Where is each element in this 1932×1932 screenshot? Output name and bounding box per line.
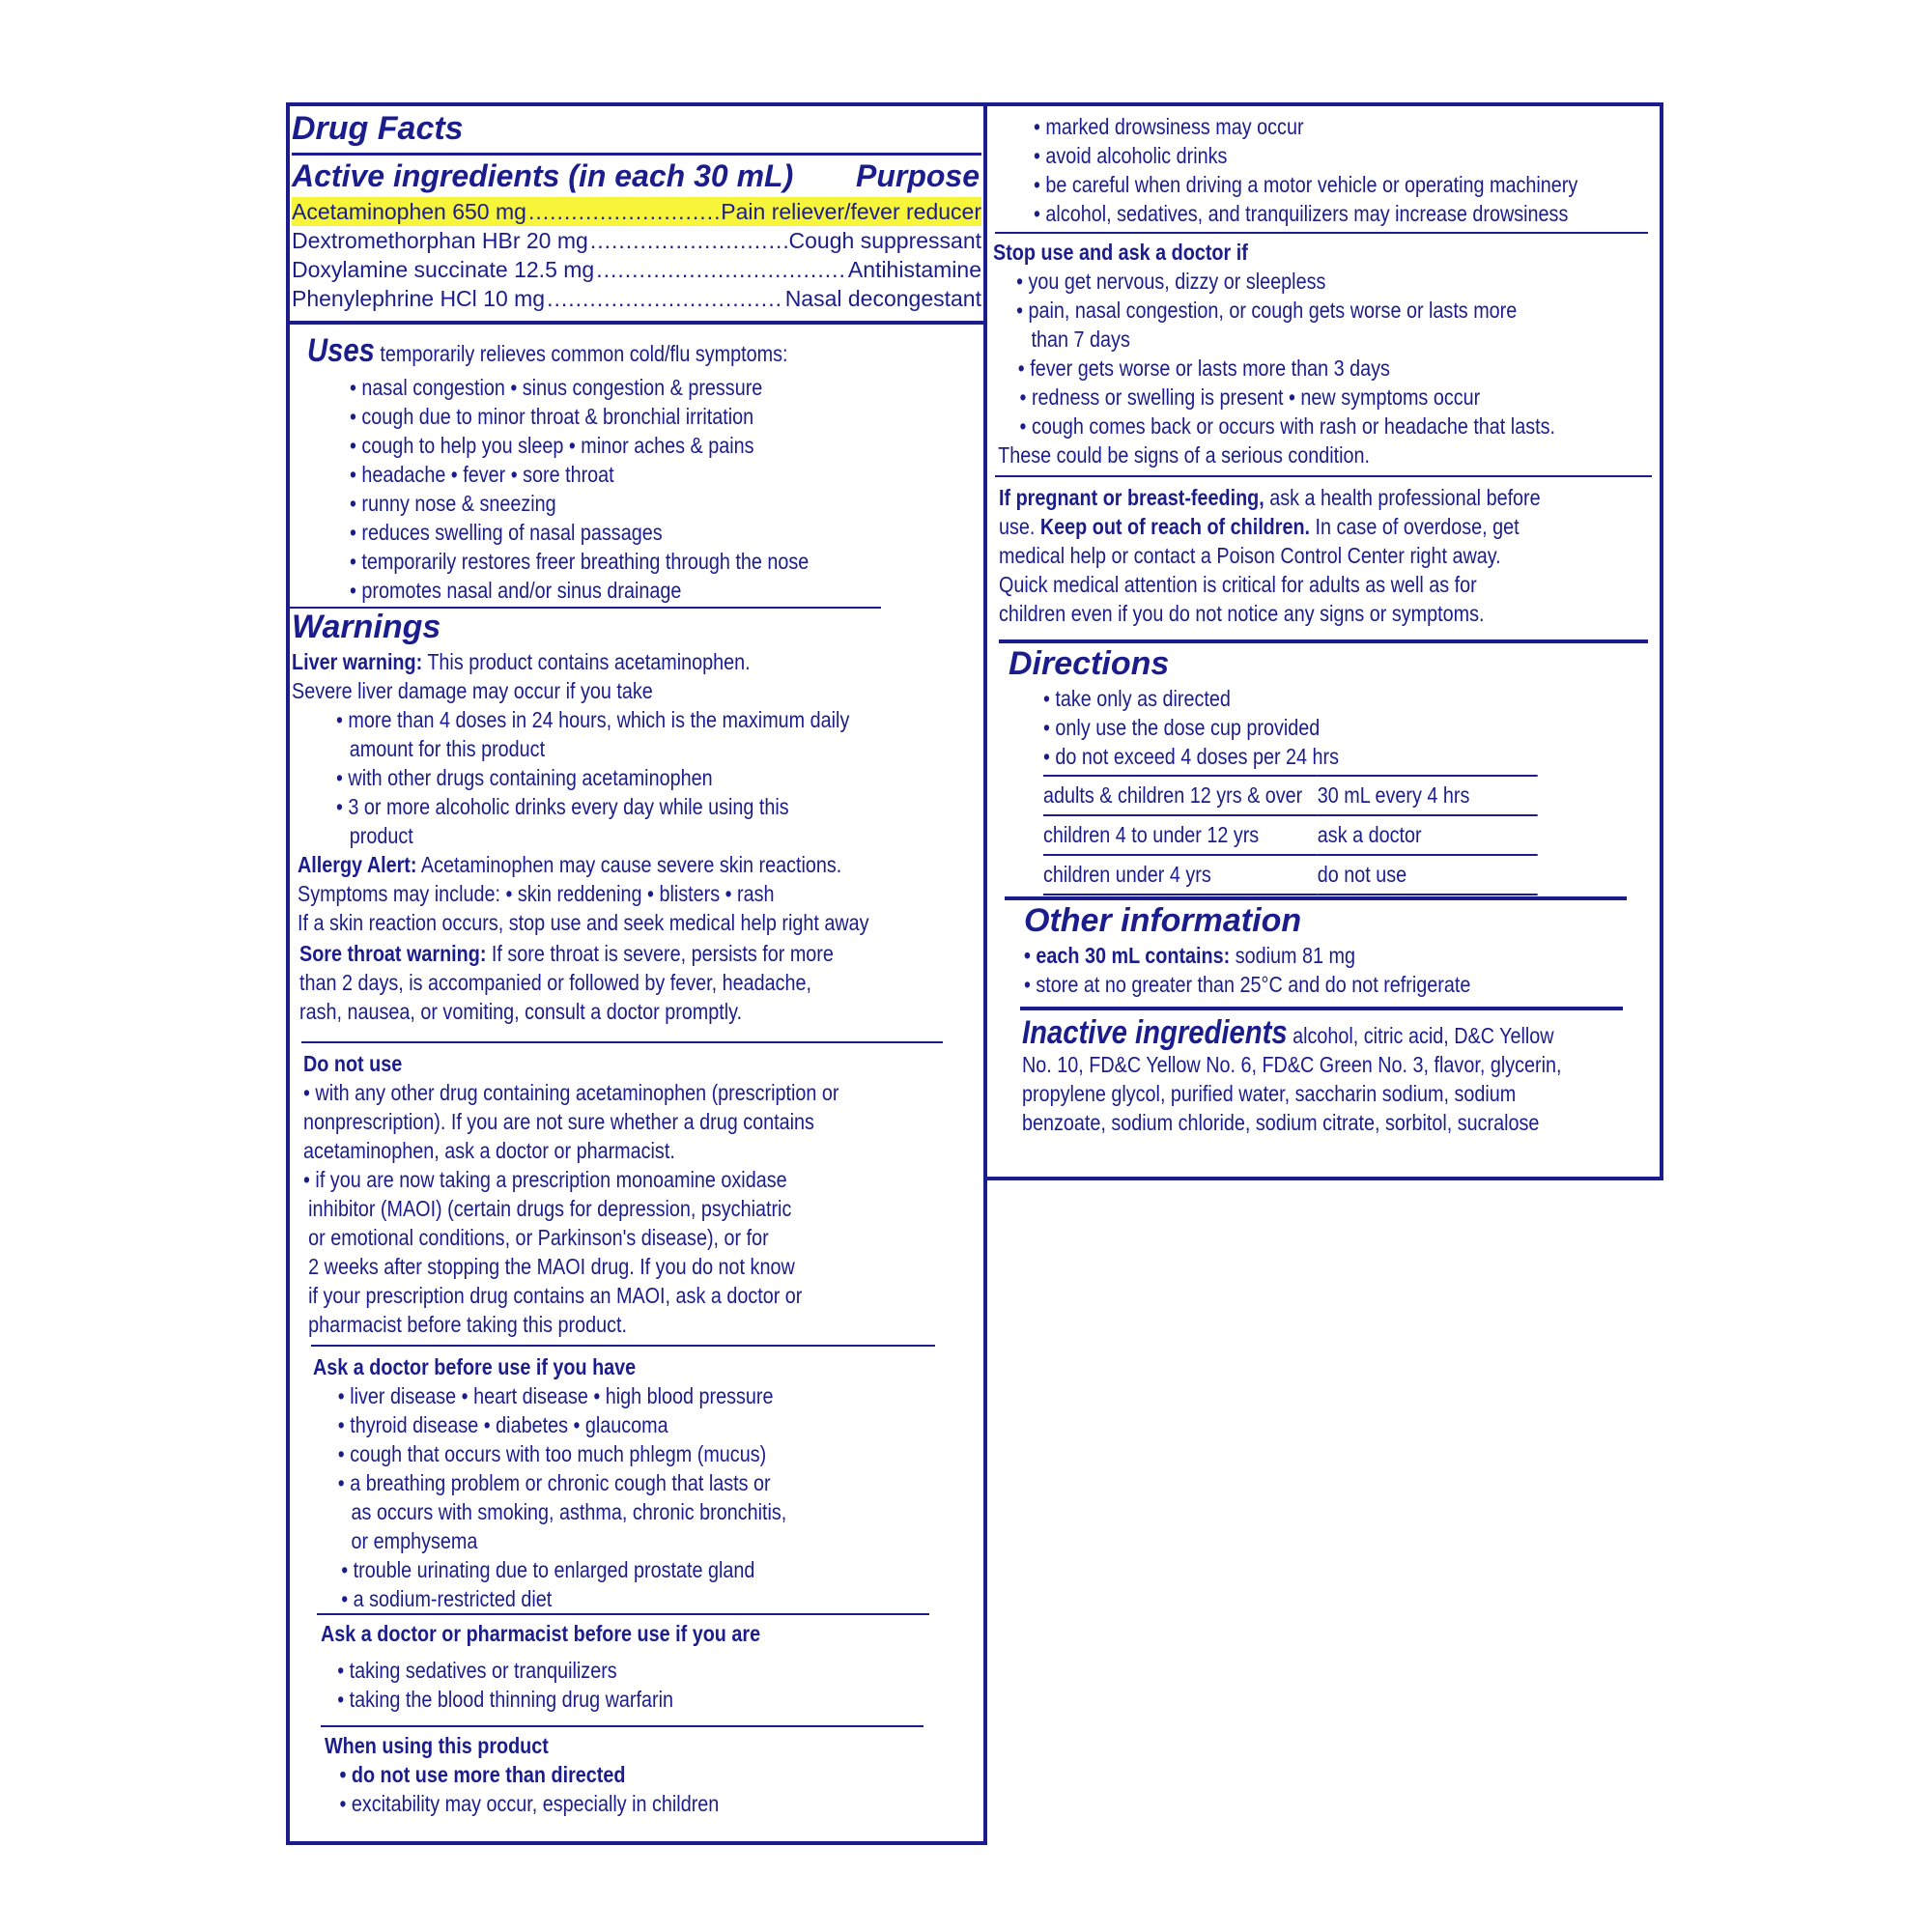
list-item: • excitability may occur, especially in children	[339, 1791, 720, 1816]
drug-facts-right-panel	[987, 102, 1663, 1180]
table-row	[1043, 855, 1538, 895]
sore-throat-text: If sore throat is severe, persists for more	[491, 941, 834, 966]
ingredient-purpose: Cough suppressant	[788, 227, 981, 253]
divider	[317, 1613, 929, 1615]
directions-list	[1043, 684, 1339, 771]
when-using-section	[325, 1731, 719, 1818]
list-item: • avoid alcoholic drinks	[1034, 143, 1228, 168]
liver-warning-line: Severe liver damage may occur if you take	[292, 678, 653, 703]
divider	[301, 1041, 943, 1043]
list-item: as occurs with smoking, asthma, chronic bronchitis,	[351, 1499, 787, 1524]
list-item: • runny nose & sneezing	[350, 491, 556, 516]
overdose-line: Quick medical attention is critical for adults as well as for	[999, 572, 1477, 597]
list-item: amount for this product	[349, 736, 546, 761]
ingredient-purpose: Antihistamine	[847, 256, 981, 282]
list-item: • thyroid disease • diabetes • glaucoma	[337, 1412, 668, 1437]
pregnant-text: use.	[999, 514, 1036, 539]
list-item: • only use the dose cup provided	[1043, 715, 1321, 740]
inactive-ingredients-section	[1022, 1014, 1562, 1137]
list-item: • headache • fever • sore throat	[350, 462, 614, 487]
list-item: • pain, nasal congestion, or cough gets worse or lasts more	[1016, 298, 1518, 323]
allergy-alert-label: Allergy Alert:	[298, 852, 417, 877]
divider	[311, 1345, 935, 1347]
pregnant-label: If pregnant or breast-feeding,	[999, 485, 1264, 510]
list-item: or emphysema	[351, 1528, 478, 1553]
ingredient-name: Acetaminophen 650 mg	[292, 198, 526, 224]
liver-warning-label: Liver warning:	[292, 649, 423, 674]
list-item: • a sodium-restricted diet	[341, 1586, 553, 1611]
table-cell: ask a doctor	[1318, 815, 1538, 855]
allergy-symptoms: Symptoms may include: • skin reddening • blisters • rash	[298, 881, 775, 906]
overdose-text: In case of overdose, get	[1315, 514, 1520, 539]
other-info-heading: Other information	[1024, 902, 1302, 939]
leader-dots	[590, 228, 787, 254]
when-using-continued	[1034, 112, 1577, 228]
ingredient-purpose: Pain reliever/fever reducer	[721, 198, 981, 224]
list-item: • liver disease • heart disease • high blood pressure	[337, 1383, 774, 1408]
list-item: • cough that occurs with too much phlegm (mucus)	[337, 1441, 767, 1466]
list-item: • cough comes back or occurs with rash or headache that lasts.	[1019, 413, 1555, 439]
stop-use-closing: These could be signs of a serious condition.	[998, 442, 1371, 468]
list-item: 2 weeks after stopping the MAOI drug. If you do not know	[308, 1254, 795, 1279]
list-item: • 3 or more alcoholic drinks every day while using this	[336, 794, 789, 819]
table-cell: children under 4 yrs	[1043, 855, 1318, 895]
uses-heading: Uses	[307, 332, 375, 369]
list-item: • promotes nasal and/or sinus drainage	[350, 578, 682, 603]
divider	[292, 153, 981, 156]
do-not-use-heading: Do not use	[303, 1051, 403, 1076]
allergy-action: If a skin reaction occurs, stop use and seek medical help right away	[298, 910, 869, 935]
allergy-alert	[298, 850, 869, 937]
divider	[290, 321, 983, 325]
pregnancy-section	[999, 483, 1541, 628]
list-item: • store at no greater than 25°C and do not refrigerate	[1024, 972, 1471, 997]
ingredient-row-dextromethorphan	[292, 226, 981, 255]
list-item: • marked drowsiness may occur	[1034, 114, 1304, 139]
sodium-label: • each 30 mL contains:	[1024, 943, 1231, 968]
uses-intro: temporarily relieves common cold/flu symptoms:	[380, 341, 788, 366]
table-cell: adults & children 12 yrs & over	[1043, 776, 1318, 815]
leader-dots	[547, 286, 783, 312]
overdose-line: medical help or contact a Poison Control Center right away.	[999, 543, 1501, 568]
list-item: nonprescription). If you are not sure whether a drug contains	[303, 1109, 814, 1134]
stop-use-heading: Stop use and ask a doctor if	[993, 240, 1248, 265]
list-item: • alcohol, sedatives, and tranquilizers may increase drowsiness	[1034, 201, 1569, 226]
list-item: • cough to help you sleep • minor aches & pains	[350, 433, 754, 458]
divider	[1020, 1007, 1623, 1010]
list-item: • cough due to minor throat & bronchial irritation	[350, 404, 754, 429]
list-item: • trouble urinating due to enlarged prostate gland	[341, 1557, 755, 1582]
ingredient-purpose: Nasal decongestant	[784, 285, 981, 311]
ingredient-row-doxylamine	[292, 255, 981, 284]
sore-throat-warning	[299, 939, 834, 1026]
allergy-alert-text: Acetaminophen may cause severe skin reactions.	[420, 852, 842, 877]
ingredient-name: Doxylamine succinate 12.5 mg	[292, 256, 595, 282]
ingredient-row-acetaminophen	[292, 197, 981, 226]
list-item: • nasal congestion • sinus congestion & pressure	[350, 375, 763, 400]
table-row	[1043, 815, 1538, 855]
list-item: • fever gets worse or lasts more than 3 days	[1017, 355, 1390, 381]
list-item: • take only as directed	[1043, 686, 1231, 711]
list-item: or emotional conditions, or Parkinson's disease), or for	[308, 1225, 769, 1250]
ask-doctor-section	[313, 1352, 786, 1613]
divider	[999, 639, 1648, 643]
list-item: if your prescription drug contains an MAOI, ask a doctor or	[308, 1283, 803, 1308]
list-item: • be careful when driving a motor vehicle or operating machinery	[1034, 172, 1578, 197]
sore-throat-line: rash, nausea, or vomiting, consult a doctor promptly.	[299, 999, 743, 1024]
ask-doctor-heading: Ask a doctor before use if you have	[313, 1354, 637, 1379]
table-cell: children 4 to under 12 yrs	[1043, 815, 1318, 855]
list-item: • do not use more than directed	[339, 1762, 626, 1787]
sore-throat-label: Sore throat warning:	[299, 941, 487, 966]
leader-dots	[596, 257, 846, 283]
list-item: • temporarily restores freer breathing through the nose	[350, 549, 810, 574]
drug-facts-left-panel	[286, 102, 987, 1845]
divider	[321, 1725, 923, 1727]
sodium-value: sodium 81 mg	[1235, 943, 1355, 968]
list-item: pharmacist before taking this product.	[308, 1312, 628, 1337]
leader-dots	[528, 199, 719, 225]
list-item: acetaminophen, ask a doctor or pharmacist.	[303, 1138, 675, 1163]
list-item: inhibitor (MAOI) (certain drugs for depression, psychiatric	[308, 1196, 792, 1221]
list-item: • if you are now taking a prescription monoamine oxidase	[303, 1167, 787, 1192]
dosage-table-body	[1043, 775, 1538, 895]
list-item: product	[349, 823, 413, 848]
list-item: • reduces swelling of nasal passages	[350, 520, 663, 545]
ingredient-name: Phenylephrine HCl 10 mg	[292, 285, 546, 311]
list-item: • taking the blood thinning drug warfarin	[337, 1687, 674, 1712]
sore-throat-line: than 2 days, is accompanied or followed by fever, headache,	[299, 970, 812, 995]
ask-pharmacist-heading: Ask a doctor or pharmacist before use if you are	[321, 1621, 761, 1646]
list-item: than 7 days	[1031, 327, 1130, 352]
list-item: • redness or swelling is present • new symptoms occur	[1019, 384, 1481, 410]
list-item: • a breathing problem or chronic cough that lasts or	[337, 1470, 771, 1495]
inactive-line: benzoate, sodium chloride, sodium citrate, sorbitol, sucralose	[1022, 1110, 1540, 1135]
active-ingredients-heading: Active ingredients (in each 30 mL)	[292, 158, 794, 193]
table-cell: 30 mL every 4 hrs	[1318, 776, 1538, 815]
warnings-heading: Warnings	[292, 609, 441, 645]
pregnant-text: ask a health professional before	[1269, 485, 1541, 510]
divider	[1005, 896, 1627, 900]
when-using-heading: When using this product	[325, 1733, 549, 1758]
ask-pharmacist-section	[321, 1619, 760, 1714]
uses-section-heading-line	[307, 332, 788, 369]
divider	[995, 232, 1648, 234]
dosage-table	[1043, 775, 1468, 895]
uses-list	[350, 373, 809, 605]
liver-warning-text: This product contains acetaminophen.	[427, 649, 751, 674]
divider	[995, 475, 1652, 477]
inactive-text: alcohol, citric acid, D&C Yellow	[1293, 1023, 1554, 1048]
list-item: • do not exceed 4 doses per 24 hrs	[1043, 744, 1340, 769]
stop-use-section	[993, 238, 1555, 469]
list-item: • with other drugs containing acetaminophen	[336, 765, 713, 790]
drug-facts-title: Drug Facts	[292, 110, 464, 147]
inactive-heading: Inactive ingredients	[1022, 1014, 1288, 1051]
list-item: • with any other drug containing acetaminophen (prescription or	[303, 1080, 839, 1105]
purpose-heading: Purpose	[855, 158, 980, 193]
list-item: • you get nervous, dizzy or sleepless	[1016, 269, 1326, 294]
table-cell: do not use	[1318, 855, 1538, 895]
directions-heading: Directions	[1009, 645, 1170, 682]
ingredient-row-phenylephrine	[292, 284, 981, 313]
list-item: • more than 4 doses in 24 hours, which is the maximum daily	[336, 707, 850, 732]
list-item: • taking sedatives or tranquilizers	[337, 1658, 617, 1683]
liver-warning-list	[336, 705, 849, 850]
inactive-line: propylene glycol, purified water, saccharin sodium, sodium	[1022, 1081, 1517, 1106]
keep-out-label: Keep out of reach of children.	[1039, 514, 1311, 539]
other-info-list	[1024, 941, 1470, 999]
liver-warning	[292, 647, 751, 705]
table-row	[1043, 776, 1538, 815]
ingredient-name: Dextromethorphan HBr 20 mg	[292, 227, 588, 253]
overdose-line: children even if you do not notice any signs or symptoms.	[999, 601, 1485, 626]
do-not-use-section	[303, 1049, 838, 1339]
inactive-line: No. 10, FD&C Yellow No. 6, FD&C Green No. 3, flavor, glycerin,	[1022, 1052, 1562, 1077]
